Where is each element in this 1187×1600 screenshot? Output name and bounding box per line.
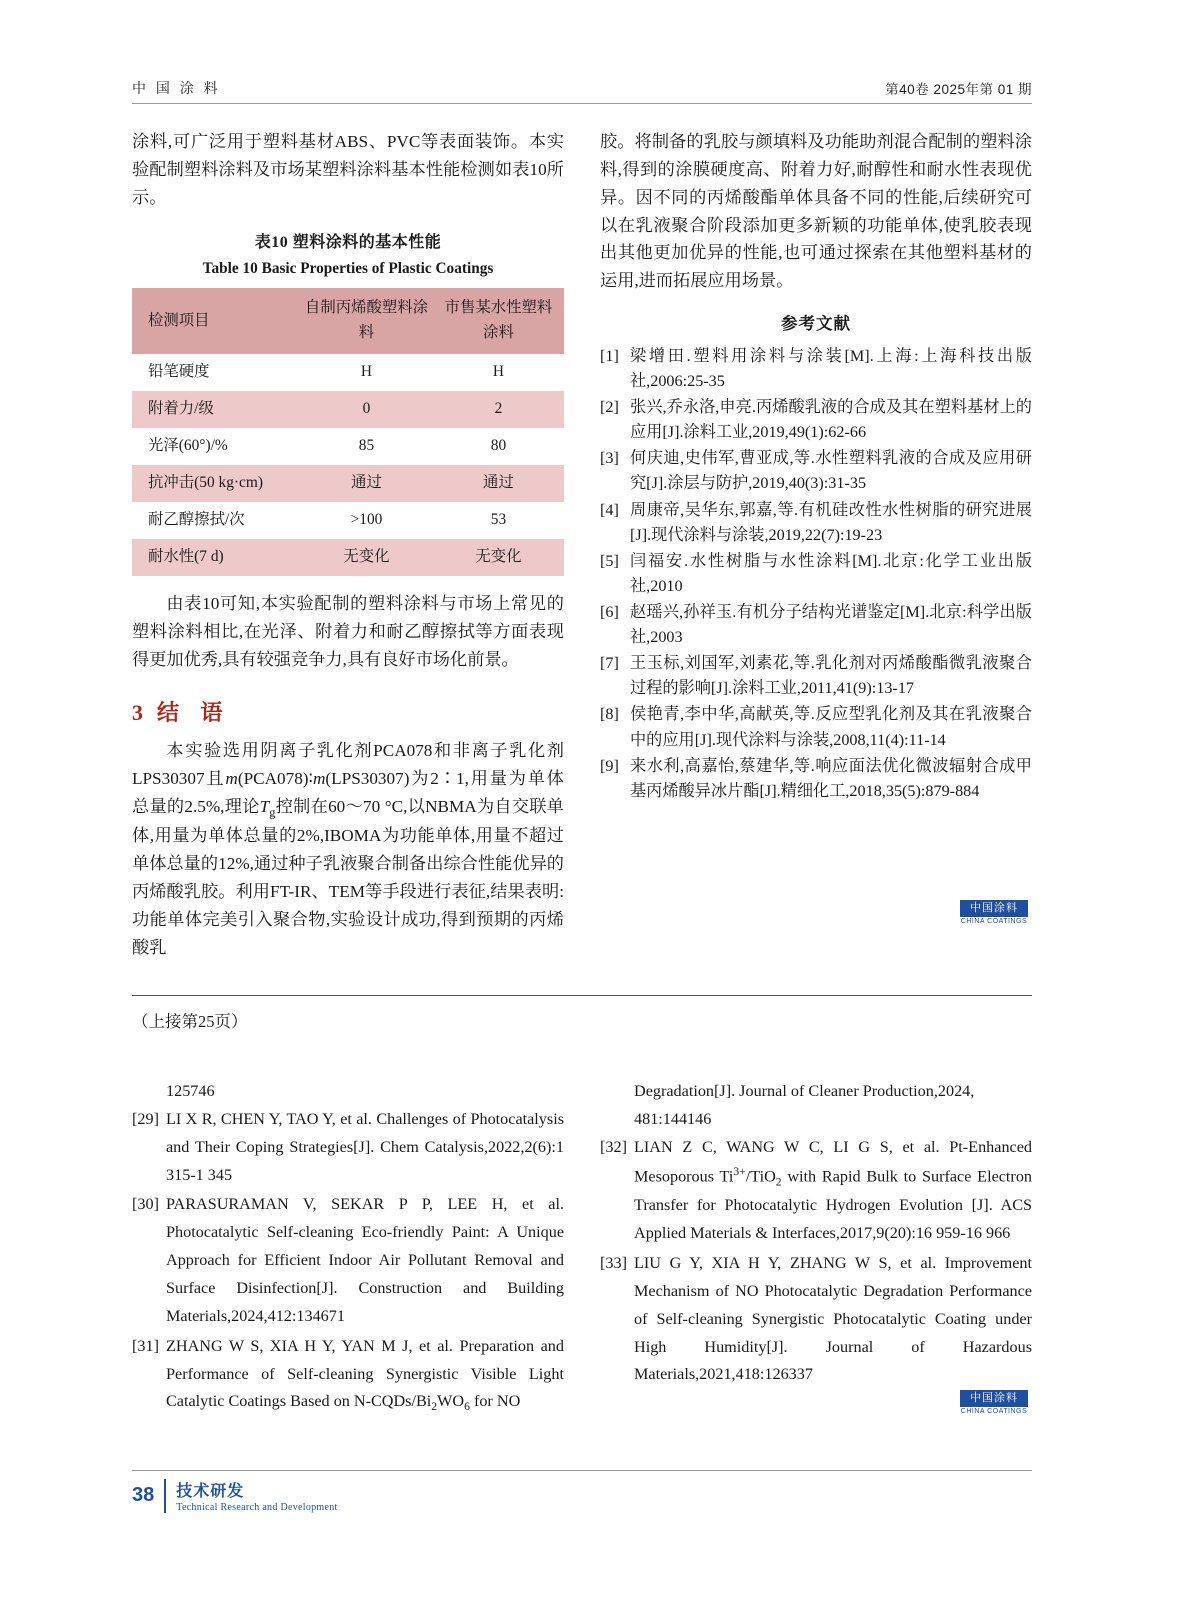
table-row (132, 354, 564, 391)
section-title: 结 语 (157, 700, 231, 726)
table-cell-commercial: H (433, 354, 564, 391)
table-cell-item: 附着力/级 (132, 391, 300, 428)
table-row (132, 539, 564, 576)
ref-number: [2] (600, 398, 619, 417)
list-item (600, 651, 1032, 701)
ref-number: [1] (600, 346, 619, 365)
list-item (600, 702, 1032, 752)
footer-section-en: Technical Research and Development (176, 1502, 338, 1513)
orphan-line: Degradation[J]. Journal of Cleaner Production,2024, 481:144146 (634, 1082, 975, 1128)
table-cell-commercial: 53 (433, 502, 564, 539)
list-item (132, 1191, 564, 1330)
table-row (132, 428, 564, 465)
ref-number: [30] (132, 1195, 159, 1214)
ref-number: [6] (600, 602, 619, 621)
ref-number: [5] (600, 551, 619, 570)
table-cell-self: >100 (300, 502, 433, 539)
ref-text: LIU G Y, XIA H Y, ZHANG W S, et al. Improvement Mechanism of NO Photocatalytic Degradation Performance of Self-cleaning Synergistic Photocatalytic Coating under High Humidity[J]. Journal of Hazardous Materials,2021,418:126337 (634, 1253, 1032, 1384)
lower-left-column (132, 1078, 564, 1420)
page-footer (132, 1478, 338, 1513)
references-heading: 参考文献 (781, 314, 851, 334)
ref-number: [3] (600, 449, 619, 468)
table-cell-self: 0 (300, 391, 433, 428)
table-caption-en: Table 10 Basic Properties of Plastic Coatings (202, 260, 494, 278)
table-header-row (132, 288, 564, 354)
table-cell-commercial: 通过 (433, 465, 564, 502)
list-item (600, 549, 1032, 599)
logo-text-en: CHINA COATINGS (960, 1408, 1028, 1416)
orphan-line: 125746 (166, 1082, 215, 1100)
table-cell-self: H (300, 354, 433, 391)
ref-number: [32] (600, 1137, 627, 1156)
issue-info: 第40卷 2025年第 01 期 (885, 82, 1032, 97)
ref-text: 赵瑶兴,孙祥玉.有机分子结构光谱鉴定[M].北京:科学出版社,2003 (630, 602, 1032, 647)
footer-bar (164, 1479, 166, 1513)
table-cell-self: 无变化 (300, 539, 433, 576)
ref-text: ZHANG W S, XIA H Y, YAN M J, et al. Preparation and Performance of Self-cleaning Synergistic Visible Light Catalytic Coatings Based on $N-CQDs/Bi_2WO_6$ for NO (166, 1336, 564, 1414)
table-row (132, 465, 564, 502)
section-number: 3 (132, 700, 143, 726)
ref-text: 王玉标,刘国军,刘素花,等.乳化剂对丙烯酸酯微乳液聚合过程的影响[J].涂料工业,2011,41(9):13-17 (630, 654, 1032, 698)
page-number: 38 (132, 1484, 155, 1506)
page-header (132, 78, 1032, 98)
logo-text-cn: 中国涂料 (960, 900, 1028, 917)
list-item (600, 395, 1032, 445)
footer-divider (132, 1470, 1032, 1471)
right-paragraph-1: 胶。将制备的乳胶与颜填料及功能助剂混合配制的塑料涂料,得到的涂膜硬度高、附着力好,耐醇性和耐水性表现优异。因不同的丙烯酸酯单体具备不同的性能,后续研究可以在乳液聚合阶段添加更多新颖的功能单体,使乳胶表现出其他更加优异的性能,也可通过探索在其他塑料基材的运用,进而拓展应用场景。 (600, 132, 1032, 291)
table-cell-item: 耐乙醇擦拭/次 (132, 502, 300, 539)
table-header-item: 检测项目 (132, 288, 300, 354)
logo-text-cn: 中国涂料 (960, 1390, 1028, 1407)
ref-text: PARASURAMAN V, SEKAR P P, LEE H, et al. Photocatalytic Self-cleaning Eco-friendly Paint: A Unique Approach for Efficient Indoor Air Pollutant Removal and Surface Disinfection[J]. Construction and Building Materials,2024,412:134671 (166, 1195, 564, 1325)
ref-text: 闫福安.水性树脂与水性涂料[M].北京:化学工业出版社,2010 (630, 551, 1032, 595)
header-divider (132, 103, 1032, 104)
list-item (600, 1250, 1032, 1389)
ref-number: [9] (600, 756, 619, 775)
ref-text: LI X R, CHEN Y, TAO Y, et al. Challenges of Photocatalysis and Their Coping Strategies[J]. Chem Catalysis,2022,2(6):1 315-1 345 (166, 1109, 564, 1184)
ref-number: [29] (132, 1109, 159, 1128)
china-coatings-logo (960, 900, 1028, 925)
table-cell-item: 抗冲击(50 kg·cm) (132, 465, 300, 502)
table-cell-item: 铅笔硬度 (132, 354, 300, 391)
left-paragraph-3: 本实验选用阴离子乳化剂PCA078和非离子乳化剂LPS30307且m(PCA078)∶m(LPS30307)为2∶1,用量为单体总量的2.5%,理论$T_g$控制在60～70 °C,以NBMA为自交联单体,用量为单体总量的2%,IBOMA为功能单体,用量不超过单体总量的12%,通过种子乳液聚合制备出综合性能优异的丙烯酸乳胶。利用FT-IR、TEM等手段进行表征,结果表明:功能单体完美引入聚合物,实验设计成功,得到预期的丙烯酸乳 (132, 741, 564, 957)
list-item (600, 446, 1032, 496)
ref-text: 周康帝,吴华东,郭嘉,等.有机硅改性水性树脂的研究进展[J].现代涂料与涂装,2019,22(7):19-23 (630, 500, 1032, 544)
list-item (600, 1134, 1032, 1248)
ref-text: 来水利,高嘉怡,蔡建华,等.响应面法优化微波辐射合成甲基丙烯酸异冰片酯[J].精细化工,2018,35(5):879-884 (630, 756, 1032, 800)
list-item (132, 1106, 564, 1190)
table-cell-commercial: 无变化 (433, 539, 564, 576)
table-caption-cn: 表10 塑料涂料的基本性能 (254, 233, 442, 251)
journal-name: 中 国 涂 料 (132, 80, 221, 96)
left-column (132, 128, 564, 962)
lower-right-column (600, 1078, 1032, 1391)
table-header-self-made: 自制丙烯酸塑料涂料 (300, 288, 433, 354)
ref-text: 梁增田.塑料用涂料与涂装[M].上海:上海科技出版社,2006:25-35 (630, 346, 1032, 390)
section-divider (132, 995, 1032, 996)
table-body (132, 354, 564, 576)
continuation-note: （上接第25页） (132, 1012, 248, 1031)
table-cell-item: 光泽(60°)/% (132, 428, 300, 465)
ref-text: LIAN Z C, WANG W C, LI G S, et al. Pt-Enhanced Mesoporous $Ti^{3+}/TiO_2$ with Rapid Bulk to Surface Electron Transfer for Photocatalytic Hydrogen Evolution [J]. ACS Applied Materials & Interfaces,2017,9(20):16 959-16 966 (634, 1137, 1033, 1243)
list-item (600, 754, 1032, 804)
left-paragraph-1: 涂料,可广泛用于塑料基材ABS、PVC等表面装饰。本实验配制塑料涂料及市场某塑料涂料基本性能检测如表10所示。 (132, 132, 564, 207)
table-cell-self: 85 (300, 428, 433, 465)
table-cell-commercial: 80 (433, 428, 564, 465)
ref-number: [33] (600, 1253, 627, 1272)
table-row (132, 502, 564, 539)
ref-text: 何庆迪,史伟军,曹亚成,等.水性塑料乳液的合成及应用研究[J].涂层与防护,2019,40(3):31-35 (630, 449, 1032, 493)
ref-text: 侯艳青,李中华,高献英,等.反应型乳化剂及其在乳液聚合中的应用[J].现代涂料与涂装,2008,11(4):11-14 (630, 705, 1032, 749)
section-heading-conclusion (132, 695, 564, 731)
ref-text: 张兴,乔永洛,申亮.丙烯酸乳液的合成及其在塑料基材上的应用[J].涂料工业,2019,49(1):62-66 (630, 398, 1032, 442)
list-item (600, 600, 1032, 650)
plastic-coating-properties-table (132, 288, 564, 576)
ref-number: [8] (600, 705, 619, 724)
table-row (132, 391, 564, 428)
list-item (132, 1333, 564, 1418)
list-item (600, 498, 1032, 548)
table-cell-self: 通过 (300, 465, 433, 502)
footer-section-cn: 技术研发 (176, 1483, 245, 1500)
ref-number: [31] (132, 1336, 159, 1355)
ref-number: [4] (600, 500, 619, 519)
china-coatings-logo (960, 1390, 1028, 1415)
references-list (600, 344, 1032, 804)
table-header-commercial: 市售某水性塑料涂料 (433, 288, 564, 354)
right-column (600, 128, 1032, 805)
logo-text-en: CHINA COATINGS (960, 918, 1028, 926)
table-cell-commercial: 2 (433, 391, 564, 428)
left-paragraph-2: 由表10可知,本实验配制的塑料涂料与市场上常见的塑料涂料相比,在光泽、附着力和耐乙醇擦拭等方面表现得更加优秀,具有较强竞争力,具有良好市场化前景。 (132, 593, 564, 669)
table-cell-item: 耐水性(7 d) (132, 539, 300, 576)
list-item (600, 344, 1032, 394)
ref-number: [7] (600, 654, 619, 673)
